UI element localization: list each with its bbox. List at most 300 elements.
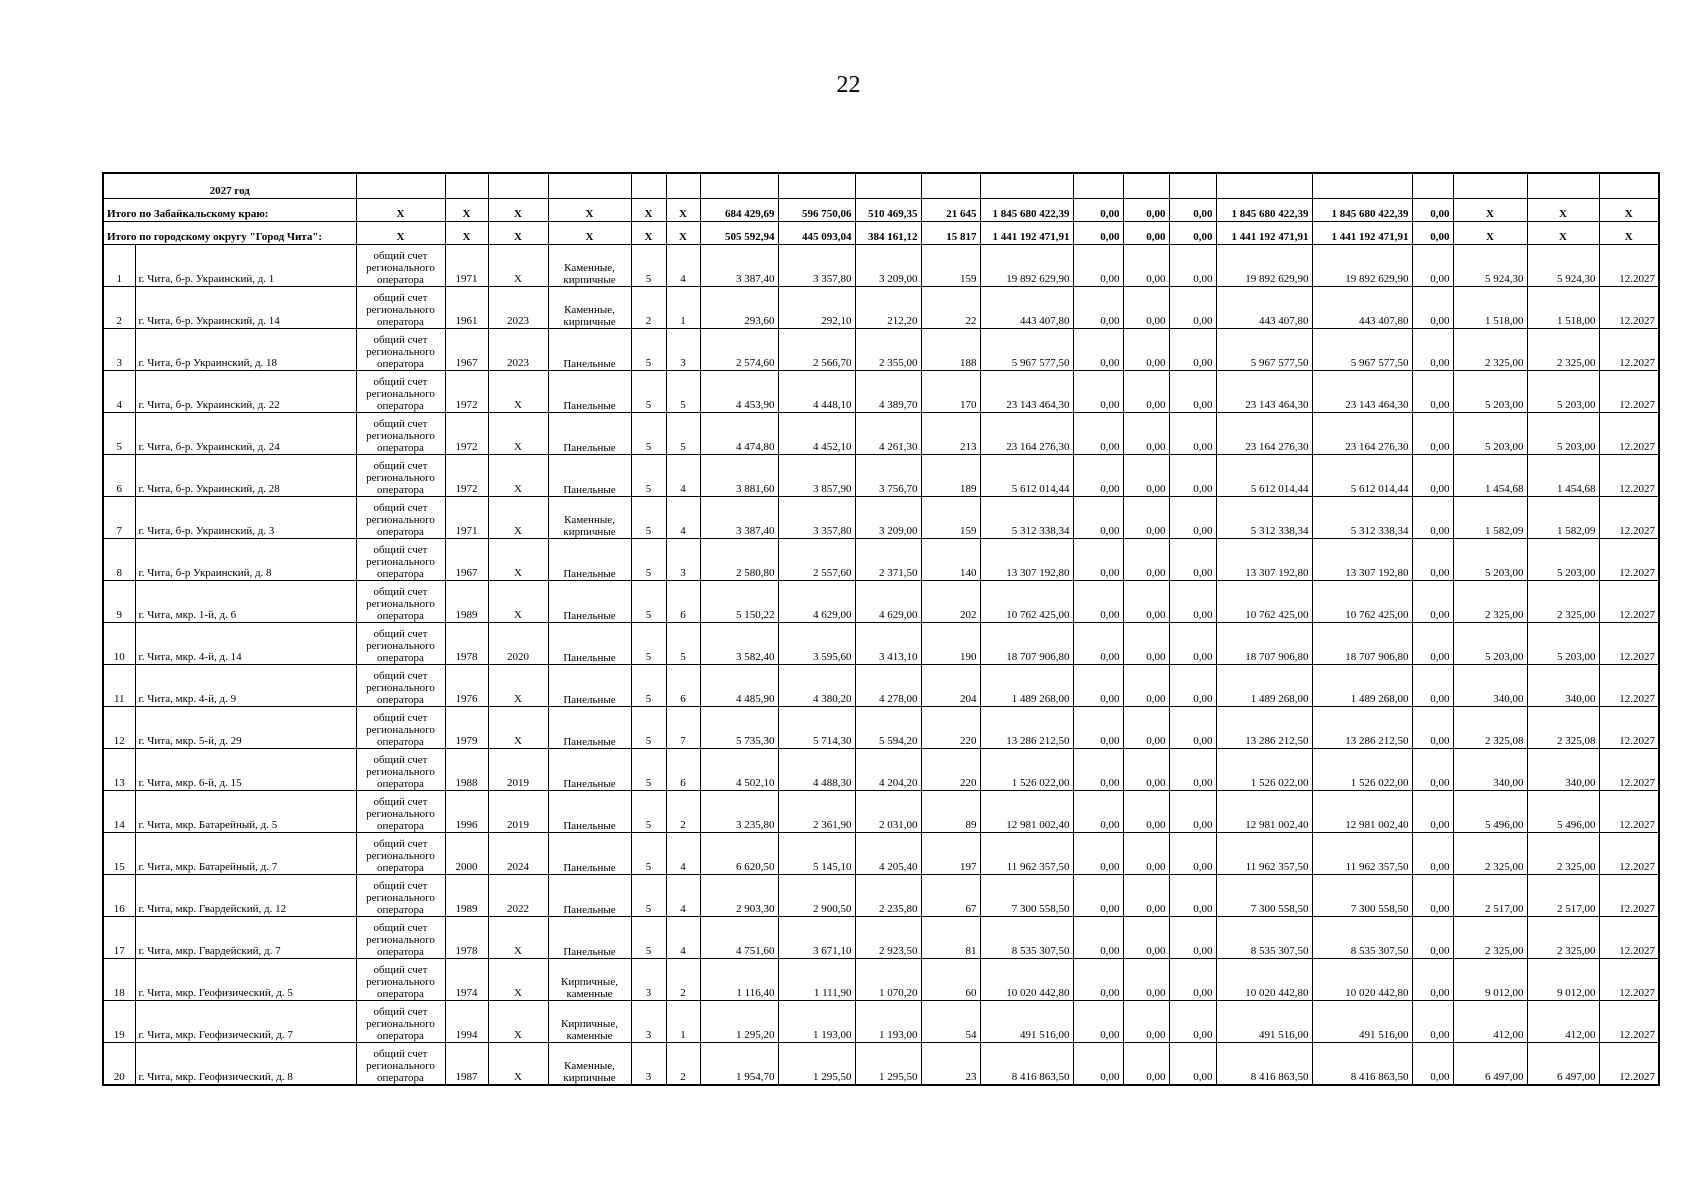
summary-cell: 21 645 <box>921 199 980 222</box>
total-area-cell: 6 620,50 <box>700 833 778 875</box>
summary-cell: 1 441 192 471,91 <box>980 222 1073 245</box>
fund-cell: 0,00 <box>1169 623 1216 665</box>
fund-cell: 0,00 <box>1169 287 1216 329</box>
fund-cell: 5 612 014,44 <box>1216 455 1312 497</box>
table-row <box>103 1001 1659 1043</box>
fund-cell: 18 707 906,80 <box>1216 623 1312 665</box>
fund-cell: 0,00 <box>1412 665 1453 707</box>
entrances-cell: 4 <box>666 833 700 875</box>
summary-row <box>103 199 1659 222</box>
total-area-cell: 2 903,30 <box>700 875 778 917</box>
year-built-cell: 1967 <box>445 329 488 371</box>
year-built-cell: 1972 <box>445 455 488 497</box>
unit-limit-cell: 5 203,00 <box>1527 371 1599 413</box>
residential-area-cell: 4 204,20 <box>855 749 921 791</box>
premises-area-cell: 5 145,10 <box>778 833 855 875</box>
funding-method-cell: общий счет регионального оператора <box>356 497 445 539</box>
year-built-cell: 1976 <box>445 665 488 707</box>
wall-material-cell: Панельные <box>548 413 631 455</box>
residents-cell: 140 <box>921 539 980 581</box>
wall-material-cell: Панельные <box>548 917 631 959</box>
unit-cost-cell: 412,00 <box>1453 1001 1527 1043</box>
year-built-cell: 1989 <box>445 875 488 917</box>
floors-cell: 5 <box>631 413 666 455</box>
last-overhaul-cell: X <box>488 1001 548 1043</box>
funding-method-cell: общий счет регионального оператора <box>356 959 445 1001</box>
deadline-cell: 12.2027 <box>1599 413 1659 455</box>
address-cell: г. Чита, мкр. 5-й, д. 29 <box>135 707 356 749</box>
table-row <box>103 1043 1659 1086</box>
fund-cell: 0,00 <box>1073 791 1123 833</box>
total-area-cell: 1 954,70 <box>700 1043 778 1086</box>
table-row <box>103 329 1659 371</box>
fund-cell: 19 892 629,90 <box>1216 245 1312 287</box>
total-area-cell: 1 116,40 <box>700 959 778 1001</box>
residential-area-cell: 212,20 <box>855 287 921 329</box>
fund-cell: 0,00 <box>1123 707 1169 749</box>
deadline-cell: 12.2027 <box>1599 539 1659 581</box>
fund-cell: 0,00 <box>1073 455 1123 497</box>
premises-area-cell: 2 557,60 <box>778 539 855 581</box>
year-header-row <box>103 173 1659 199</box>
wall-material-cell: Панельные <box>548 875 631 917</box>
table-row <box>103 413 1659 455</box>
fund-cell: 1 526 022,00 <box>1216 749 1312 791</box>
residents-cell: 190 <box>921 623 980 665</box>
fund-cell: 0,00 <box>1123 833 1169 875</box>
fund-cell: 18 707 906,80 <box>1312 623 1412 665</box>
total-area-cell: 4 751,60 <box>700 917 778 959</box>
total-area-cell: 5 735,30 <box>700 707 778 749</box>
funding-method-cell: общий счет регионального оператора <box>356 749 445 791</box>
fund-cell: 0,00 <box>1073 413 1123 455</box>
table-row <box>103 665 1659 707</box>
last-overhaul-cell: X <box>488 959 548 1001</box>
residents-cell: 220 <box>921 749 980 791</box>
fund-cell: 10 762 425,00 <box>1216 581 1312 623</box>
fund-cell: 0,00 <box>1123 581 1169 623</box>
unit-limit-cell: 412,00 <box>1527 1001 1599 1043</box>
summary-cell: X <box>356 199 445 222</box>
total-cost-cell: 19 892 629,90 <box>980 245 1073 287</box>
row-number: 7 <box>103 497 135 539</box>
total-cost-cell: 1 489 268,00 <box>980 665 1073 707</box>
residents-cell: 81 <box>921 917 980 959</box>
entrances-cell: 5 <box>666 371 700 413</box>
year-built-cell: 1972 <box>445 371 488 413</box>
fund-cell: 0,00 <box>1412 539 1453 581</box>
fund-cell: 13 286 212,50 <box>1312 707 1412 749</box>
row-number: 8 <box>103 539 135 581</box>
residents-cell: 22 <box>921 287 980 329</box>
fund-cell: 0,00 <box>1123 917 1169 959</box>
last-overhaul-cell: X <box>488 917 548 959</box>
entrances-cell: 2 <box>666 1043 700 1086</box>
fund-cell: 0,00 <box>1073 707 1123 749</box>
residents-cell: 23 <box>921 1043 980 1086</box>
deadline-cell: 12.2027 <box>1599 833 1659 875</box>
total-cost-cell: 1 526 022,00 <box>980 749 1073 791</box>
residential-area-cell: 3 209,00 <box>855 497 921 539</box>
unit-limit-cell: 1 518,00 <box>1527 287 1599 329</box>
year-built-cell: 1974 <box>445 959 488 1001</box>
entrances-cell: 4 <box>666 917 700 959</box>
year-built-cell: 1988 <box>445 749 488 791</box>
wall-material-cell: Кирпичные, каменные <box>548 1001 631 1043</box>
table-row <box>103 455 1659 497</box>
residential-area-cell: 2 031,00 <box>855 791 921 833</box>
row-number: 14 <box>103 791 135 833</box>
premises-area-cell: 2 566,70 <box>778 329 855 371</box>
fund-cell: 0,00 <box>1169 329 1216 371</box>
funding-method-cell: общий счет регионального оператора <box>356 1001 445 1043</box>
residential-area-cell: 2 923,50 <box>855 917 921 959</box>
wall-material-cell: Панельные <box>548 539 631 581</box>
fund-cell: 0,00 <box>1169 665 1216 707</box>
year-built-cell: 1994 <box>445 1001 488 1043</box>
floors-cell: 5 <box>631 833 666 875</box>
total-cost-cell: 12 981 002,40 <box>980 791 1073 833</box>
premises-area-cell: 1 295,50 <box>778 1043 855 1086</box>
unit-limit-cell: 5 203,00 <box>1527 539 1599 581</box>
total-cost-cell: 13 307 192,80 <box>980 539 1073 581</box>
row-number: 6 <box>103 455 135 497</box>
fund-cell: 0,00 <box>1169 707 1216 749</box>
fund-cell: 491 516,00 <box>1216 1001 1312 1043</box>
year-built-cell: 2000 <box>445 833 488 875</box>
funding-method-cell: общий счет регионального оператора <box>356 413 445 455</box>
table-row <box>103 791 1659 833</box>
fund-cell: 443 407,80 <box>1216 287 1312 329</box>
row-number: 4 <box>103 371 135 413</box>
funding-method-cell: общий счет регионального оператора <box>356 623 445 665</box>
fund-cell: 0,00 <box>1412 245 1453 287</box>
entrances-cell: 3 <box>666 329 700 371</box>
total-area-cell: 4 485,90 <box>700 665 778 707</box>
residents-cell: 67 <box>921 875 980 917</box>
last-overhaul-cell: X <box>488 581 548 623</box>
summary-cell: 1 441 192 471,91 <box>1312 222 1412 245</box>
fund-cell: 0,00 <box>1123 497 1169 539</box>
floors-cell: 5 <box>631 791 666 833</box>
residential-area-cell: 4 278,00 <box>855 665 921 707</box>
fund-cell: 11 962 357,50 <box>1216 833 1312 875</box>
floors-cell: 5 <box>631 623 666 665</box>
residential-area-cell: 2 355,00 <box>855 329 921 371</box>
summary-cell: 0,00 <box>1169 222 1216 245</box>
unit-cost-cell: 5 203,00 <box>1453 371 1527 413</box>
summary-cell: 0,00 <box>1169 199 1216 222</box>
unit-limit-cell: 5 496,00 <box>1527 791 1599 833</box>
table-row <box>103 917 1659 959</box>
fund-cell: 8 416 863,50 <box>1216 1043 1312 1086</box>
deadline-cell: 12.2027 <box>1599 791 1659 833</box>
wall-material-cell: Панельные <box>548 329 631 371</box>
last-overhaul-cell: 2022 <box>488 875 548 917</box>
fund-cell: 0,00 <box>1073 623 1123 665</box>
summary-cell: X <box>1527 222 1599 245</box>
row-number: 16 <box>103 875 135 917</box>
entrances-cell: 1 <box>666 287 700 329</box>
unit-cost-cell: 340,00 <box>1453 665 1527 707</box>
wall-material-cell: Панельные <box>548 455 631 497</box>
unit-limit-cell: 340,00 <box>1527 665 1599 707</box>
premises-area-cell: 4 448,10 <box>778 371 855 413</box>
deadline-cell: 12.2027 <box>1599 749 1659 791</box>
fund-cell: 0,00 <box>1412 791 1453 833</box>
unit-cost-cell: 2 325,00 <box>1453 581 1527 623</box>
row-number: 3 <box>103 329 135 371</box>
total-area-cell: 3 881,60 <box>700 455 778 497</box>
wall-material-cell: Кирпичные, каменные <box>548 959 631 1001</box>
premises-area-cell: 3 595,60 <box>778 623 855 665</box>
residential-area-cell: 1 070,20 <box>855 959 921 1001</box>
table-row <box>103 287 1659 329</box>
fund-cell: 23 143 464,30 <box>1216 371 1312 413</box>
fund-cell: 1 526 022,00 <box>1312 749 1412 791</box>
year-built-cell: 1978 <box>445 623 488 665</box>
total-area-cell: 3 235,80 <box>700 791 778 833</box>
residential-area-cell: 1 295,50 <box>855 1043 921 1086</box>
fund-cell: 0,00 <box>1412 917 1453 959</box>
summary-cell: X <box>488 222 548 245</box>
total-cost-cell: 443 407,80 <box>980 287 1073 329</box>
unit-limit-cell: 5 203,00 <box>1527 623 1599 665</box>
wall-material-cell: Панельные <box>548 371 631 413</box>
fund-cell: 0,00 <box>1123 959 1169 1001</box>
summary-cell: 0,00 <box>1073 222 1123 245</box>
funding-method-cell: общий счет регионального оператора <box>356 791 445 833</box>
year-built-cell: 1996 <box>445 791 488 833</box>
fund-cell: 0,00 <box>1169 539 1216 581</box>
unit-limit-cell: 1 582,09 <box>1527 497 1599 539</box>
summary-label: Итого по городскому округу "Город Чита": <box>103 222 356 245</box>
fund-cell: 0,00 <box>1123 665 1169 707</box>
deadline-cell: 12.2027 <box>1599 917 1659 959</box>
address-cell: г. Чита, мкр. Гвардейский, д. 12 <box>135 875 356 917</box>
table-row <box>103 371 1659 413</box>
table-row <box>103 959 1659 1001</box>
fund-cell: 0,00 <box>1073 497 1123 539</box>
last-overhaul-cell: X <box>488 497 548 539</box>
total-area-cell: 3 582,40 <box>700 623 778 665</box>
fund-cell: 0,00 <box>1169 455 1216 497</box>
summary-cell: 0,00 <box>1123 199 1169 222</box>
funding-method-cell: общий счет регионального оператора <box>356 1043 445 1086</box>
unit-cost-cell: 2 325,08 <box>1453 707 1527 749</box>
premises-area-cell: 1 193,00 <box>778 1001 855 1043</box>
address-cell: г. Чита, б-р Украинский, д. 8 <box>135 539 356 581</box>
entrances-cell: 6 <box>666 581 700 623</box>
deadline-cell: 12.2027 <box>1599 287 1659 329</box>
fund-cell: 0,00 <box>1412 287 1453 329</box>
funding-method-cell: общий счет регионального оператора <box>356 245 445 287</box>
total-cost-cell: 5 612 014,44 <box>980 455 1073 497</box>
summary-cell: X <box>548 222 631 245</box>
fund-cell: 0,00 <box>1123 539 1169 581</box>
fund-cell: 7 300 558,50 <box>1312 875 1412 917</box>
premises-area-cell: 1 111,90 <box>778 959 855 1001</box>
fund-cell: 0,00 <box>1169 749 1216 791</box>
unit-cost-cell: 5 496,00 <box>1453 791 1527 833</box>
floors-cell: 5 <box>631 749 666 791</box>
fund-cell: 10 020 442,80 <box>1216 959 1312 1001</box>
summary-cell: X <box>1599 222 1659 245</box>
address-cell: г. Чита, б-р. Украинский, д. 22 <box>135 371 356 413</box>
fund-cell: 0,00 <box>1169 917 1216 959</box>
deadline-cell: 12.2027 <box>1599 371 1659 413</box>
row-number: 20 <box>103 1043 135 1086</box>
summary-cell: X <box>1453 199 1527 222</box>
summary-cell: 0,00 <box>1412 199 1453 222</box>
residents-cell: 189 <box>921 455 980 497</box>
fund-cell: 0,00 <box>1169 1043 1216 1086</box>
summary-cell: X <box>356 222 445 245</box>
deadline-cell: 12.2027 <box>1599 623 1659 665</box>
fund-cell: 0,00 <box>1169 497 1216 539</box>
unit-cost-cell: 2 325,00 <box>1453 917 1527 959</box>
funding-method-cell: общий счет регионального оператора <box>356 287 445 329</box>
unit-limit-cell: 2 325,08 <box>1527 707 1599 749</box>
address-cell: г. Чита, б-р. Украинский, д. 14 <box>135 287 356 329</box>
last-overhaul-cell: X <box>488 707 548 749</box>
floors-cell: 5 <box>631 329 666 371</box>
floors-cell: 5 <box>631 245 666 287</box>
deadline-cell: 12.2027 <box>1599 329 1659 371</box>
unit-limit-cell: 6 497,00 <box>1527 1043 1599 1086</box>
unit-cost-cell: 1 582,09 <box>1453 497 1527 539</box>
wall-material-cell: Панельные <box>548 791 631 833</box>
row-number: 13 <box>103 749 135 791</box>
total-area-cell: 3 387,40 <box>700 245 778 287</box>
residential-area-cell: 2 371,50 <box>855 539 921 581</box>
wall-material-cell: Панельные <box>548 749 631 791</box>
residents-cell: 202 <box>921 581 980 623</box>
unit-cost-cell: 5 924,30 <box>1453 245 1527 287</box>
fund-cell: 0,00 <box>1412 707 1453 749</box>
table-row <box>103 497 1659 539</box>
funding-method-cell: общий счет регионального оператора <box>356 329 445 371</box>
residents-cell: 89 <box>921 791 980 833</box>
residents-cell: 204 <box>921 665 980 707</box>
total-cost-cell: 10 762 425,00 <box>980 581 1073 623</box>
residential-area-cell: 4 261,30 <box>855 413 921 455</box>
fund-cell: 5 312 338,34 <box>1312 497 1412 539</box>
fund-cell: 0,00 <box>1412 371 1453 413</box>
fund-cell: 10 020 442,80 <box>1312 959 1412 1001</box>
fund-cell: 11 962 357,50 <box>1312 833 1412 875</box>
residential-area-cell: 3 756,70 <box>855 455 921 497</box>
total-area-cell: 1 295,20 <box>700 1001 778 1043</box>
fund-cell: 5 312 338,34 <box>1216 497 1312 539</box>
premises-area-cell: 3 357,80 <box>778 497 855 539</box>
fund-cell: 0,00 <box>1073 287 1123 329</box>
summary-cell: X <box>1453 222 1527 245</box>
residential-area-cell: 3 209,00 <box>855 245 921 287</box>
total-cost-cell: 23 164 276,30 <box>980 413 1073 455</box>
fund-cell: 0,00 <box>1412 959 1453 1001</box>
address-cell: г. Чита, б-р Украинский, д. 18 <box>135 329 356 371</box>
row-number: 2 <box>103 287 135 329</box>
fund-cell: 0,00 <box>1073 875 1123 917</box>
table-row <box>103 245 1659 287</box>
fund-cell: 0,00 <box>1073 833 1123 875</box>
summary-cell: 384 161,12 <box>855 222 921 245</box>
fund-cell: 0,00 <box>1073 749 1123 791</box>
unit-limit-cell: 9 012,00 <box>1527 959 1599 1001</box>
summary-cell: 1 441 192 471,91 <box>1216 222 1312 245</box>
premises-area-cell: 2 361,90 <box>778 791 855 833</box>
last-overhaul-cell: 2019 <box>488 749 548 791</box>
overhaul-register-table <box>102 172 1660 1086</box>
premises-area-cell: 4 488,30 <box>778 749 855 791</box>
fund-cell: 0,00 <box>1169 833 1216 875</box>
summary-cell: X <box>488 199 548 222</box>
unit-cost-cell: 2 325,00 <box>1453 329 1527 371</box>
row-number: 1 <box>103 245 135 287</box>
last-overhaul-cell: 2024 <box>488 833 548 875</box>
summary-label: Итого по Забайкальскому краю: <box>103 199 356 222</box>
wall-material-cell: Панельные <box>548 623 631 665</box>
entrances-cell: 6 <box>666 749 700 791</box>
year-title: 2027 год <box>103 173 356 199</box>
unit-cost-cell: 9 012,00 <box>1453 959 1527 1001</box>
table-row <box>103 875 1659 917</box>
row-number: 15 <box>103 833 135 875</box>
last-overhaul-cell: 2023 <box>488 287 548 329</box>
fund-cell: 0,00 <box>1073 329 1123 371</box>
summary-cell: 1 845 680 422,39 <box>1216 199 1312 222</box>
floors-cell: 5 <box>631 455 666 497</box>
entrances-cell: 4 <box>666 875 700 917</box>
residents-cell: 220 <box>921 707 980 749</box>
premises-area-cell: 4 380,20 <box>778 665 855 707</box>
fund-cell: 23 143 464,30 <box>1312 371 1412 413</box>
fund-cell: 8 535 307,50 <box>1312 917 1412 959</box>
total-cost-cell: 11 962 357,50 <box>980 833 1073 875</box>
last-overhaul-cell: X <box>488 539 548 581</box>
floors-cell: 3 <box>631 959 666 1001</box>
address-cell: г. Чита, б-р. Украинский, д. 28 <box>135 455 356 497</box>
floors-cell: 5 <box>631 581 666 623</box>
wall-material-cell: Панельные <box>548 707 631 749</box>
fund-cell: 0,00 <box>1412 749 1453 791</box>
premises-area-cell: 3 857,90 <box>778 455 855 497</box>
summary-cell: 15 817 <box>921 222 980 245</box>
funding-method-cell: общий счет регионального оператора <box>356 371 445 413</box>
fund-cell: 0,00 <box>1412 623 1453 665</box>
fund-cell: 0,00 <box>1123 245 1169 287</box>
fund-cell: 443 407,80 <box>1312 287 1412 329</box>
total-area-cell: 4 474,80 <box>700 413 778 455</box>
fund-cell: 0,00 <box>1169 959 1216 1001</box>
fund-cell: 0,00 <box>1169 1001 1216 1043</box>
floors-cell: 5 <box>631 539 666 581</box>
table-row <box>103 623 1659 665</box>
row-number: 10 <box>103 623 135 665</box>
residential-area-cell: 4 205,40 <box>855 833 921 875</box>
premises-area-cell: 4 629,00 <box>778 581 855 623</box>
year-built-cell: 1961 <box>445 287 488 329</box>
fund-cell: 0,00 <box>1169 371 1216 413</box>
fund-cell: 5 967 577,50 <box>1312 329 1412 371</box>
premises-area-cell: 3 357,80 <box>778 245 855 287</box>
deadline-cell: 12.2027 <box>1599 1043 1659 1086</box>
fund-cell: 0,00 <box>1412 329 1453 371</box>
total-area-cell: 2 574,60 <box>700 329 778 371</box>
fund-cell: 0,00 <box>1073 539 1123 581</box>
residents-cell: 197 <box>921 833 980 875</box>
